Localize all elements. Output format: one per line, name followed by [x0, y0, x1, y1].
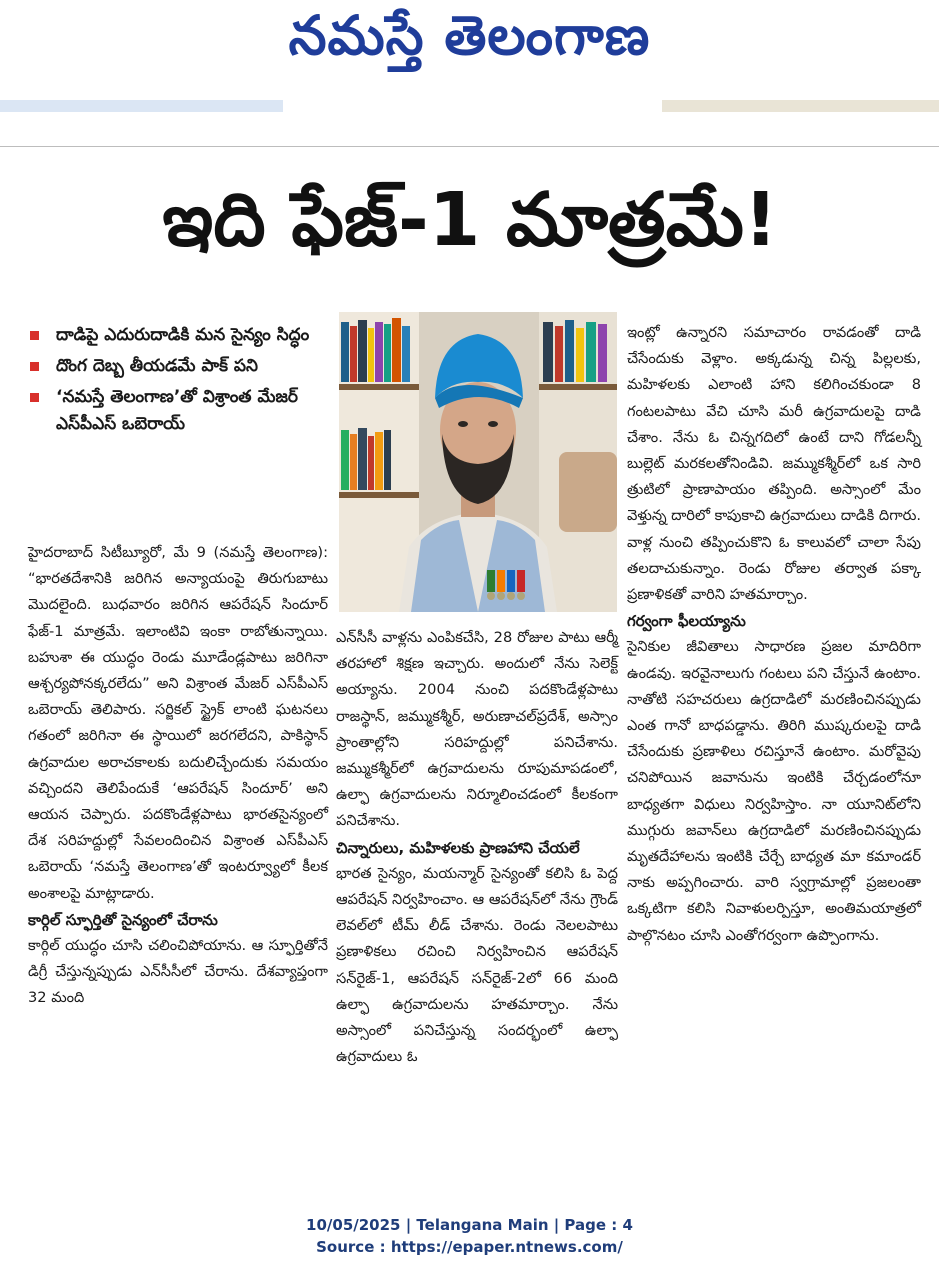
bullet-square-icon [30, 362, 39, 371]
portrait-illustration [339, 312, 617, 612]
headline: ఇది ఫేజ్‌-1 మాత్రమే! [162, 177, 778, 263]
article-paragraph: భారత సైన్యం, మయన్మార్‌ సైన్యంతో కలిసి ఓ పెద్ద ఆపరేషన్‌ నిర్వహించాం. ఆ ఆపరేషన్‌లో నేను గ్రౌండ్‌ లెవల్‌లో టీమ్‌ లీడ్‌ చేశాను. రెండు నెలలపాటు ప్రణాళికలు రచించి నిర్వహించిన ఆపరేషన్‌ సన్‌రైజ్‌-1, ఆపరేషన్‌ సన్‌రైజ్‌-2లో 66 మంది ఉల్ఫా ఉగ్రవాదులను హతమార్చాం. నేను అస్సాంలో పనిచేస్తున్న సందర్భంలో ఉల్ఫా ఉగ్రవాదులు ఓ [336, 864, 618, 1066]
page-footer [0, 1214, 939, 1258]
article-paragraph: ఎన్‌సీసీ వాళ్లను ఎంపికచేసి, 28 రోజుల పాటు ఆర్మీ తరహాలో శిక్షణ ఇచ్చారు. అందులో నేను సెలెక్ట్‌ అయ్యాను. 2004 నుంచి పదకొండేళ్లపాటు రాజస్థాన్‌, జమ్ముకశ్మీర్‌, అరుణాచల్‌ప్రదేశ్‌, అస్సాం ప్రాంతాల్లోని సరిహద్దుల్లో పనిచేశాను. జమ్ముకశ్మీర్‌లో ఉగ్రవాదులను రూపుమాపడంలో, ఉల్ఫా ఉగ్రవాదులను నిర్మూలించడంలో కీలకంగా పనిచేశాను. [336, 629, 618, 830]
highlight-item: దొంగ దెబ్బ తీయడమే పాక్‌ పని [28, 353, 328, 380]
article-column-2 [336, 625, 618, 1145]
article-subheading: కార్గిల్‌ స్ఫూర్తితో సైన్యంలో చేరాను [28, 910, 218, 929]
highlight-item: దాడిపై ఎదురుదాడికి మన సైన్యం సిద్ధం [28, 322, 328, 349]
masthead-bar-left [0, 100, 283, 112]
bullet-square-icon [30, 393, 39, 402]
portrait-photo [339, 312, 617, 612]
bullet-square-icon [30, 331, 39, 340]
highlights-list [28, 322, 328, 442]
article-paragraph: సైనికుల జీవితాలు సాధారణ ప్రజల మాదిరిగా ఉండవు. ఇరవైనాలుగు గంటలు పని చేస్తునే ఉంటాం. నాతోటి సహచరులు ఉగ్రదాడిలో మరణించినప్పుడు ఎంత గానో బాధపడ్డాను. తిరిగి ముష్కరులపై దాడి చేసేందుకు ప్రణాళిలు రచిస్తూనే ఉంటాం. మరోవైపు చనిపోయిన జవానును ఇంటికి చేర్చడంలోనూ బాధ్యతగా విధులు నిర్వహిస్తాం. నా యూనిట్‌లోని ముగ్గురు జవాన్‌లు ఉగ్రదాడిలో మరణించినప్పుడు మృతదేహాలను ఇంటికి చేర్చే బాధ్యత మా కమాండర్‌ నాకు అప్పగించారు. వారి స్వగ్రామాల్లో ప్రజలంతా ఒక్కటిగా కలిసి నివాళులర్పిస్తూ, అంతిమయాత్రలో పాల్గొనటం చూసి ఎంతోగర్వంగా ఉప్పొంగాను. [627, 638, 921, 944]
footer-source-link[interactable]: Source : https://epaper.ntnews.com/ [316, 1238, 623, 1256]
article-paragraph: హైదరాబాద్‌ సిటీబ్యూరో, మే 9 (నమస్తే తెలంగాణ): “భారతదేశానికి జరిగిన అన్యాయంపై తిరుగుబాటు మొదలైంది. బుధవారం జరిగిన ఆపరేషన్‌ సిందూర్‌ ఫేజ్‌-1 మాత్రమే. ఇలాంటివి ఇంకా రాబోతున్నాయి. బహుశా ఈ యుద్ధం రెండు మూడేండ్లపాటు జరిగినా ఆశ్చర్యపోనక్కరలేదు” అని విశ్రాంత మేజర్‌ ఎస్‌పీఎస్‌ ఒబెరాయ్‌ తెలిపారు. సర్జికల్‌ స్ట్రైక్‌ లాంటి ఘటనలు గతంలో జరిగినా ఈ స్థాయిలో జరగలేదని, పాకిస్థాన్‌ ఉగ్రవాదుల అరాచకాలకు బదులిచ్చేందుకు సమయం వచ్చిందని తెలిపేందుకే ‘ఆపరేషన్‌ సిందూర్‌’ అని ఆయన చెప్పారు. పదకొండేళ్లపాటు భారతసైన్యంలో దేశ సరిహద్దుల్లో సేవలందించిన విశ్రాంత ఎస్‌పీఎస్‌ ఒబెరాయ్‌ ‘నమస్తే తెలంగాణ’తో ఇంటర్వ్యూలో కీలక అంశాలపై మాట్లాడారు. [28, 544, 328, 902]
article-paragraph: ఇంట్లో ఉన్నారని సమాచారం రావడంతో దాడి చేసేందుకు వెళ్లాం. అక్కడున్న చిన్న పిల్లలకు, మహిళలకు ఎలాంటి హాని కలిగించకుండా 8 గంటలపాటు వేచి చూసి మరీ ఉగ్రవాదులపై దాడి చేశాం. నేను ఓ చిన్నగదిలో ఉంటే దాని గోడలన్నీ బుల్లెట్‌ మరకలతోనిండివి. జమ్ముకశ్మీర్‌లో ఒక సారి త్రుటిలో ప్రాణాపాయం తప్పింది. అస్సాంలో మేం వెళ్తున్న దారిలో కాపుకాచి ఉగ్రవాదులు దాడికి దిగారు. వాళ్ల నుంచి తప్పించుకొని ఓ కాలువలో చాలా సేపు తలదాచుకున్నాం. రెండు రోజుల తర్వాత పక్కా ప్రణాళికతో వారిని హతమార్చాం. [627, 324, 922, 604]
masthead [0, 0, 939, 100]
divider [0, 146, 939, 147]
article-column-3 [627, 320, 921, 1150]
article-column-1 [28, 540, 328, 1160]
newspaper-logo: నమస్తే తెలంగాణ [288, 4, 651, 67]
article-subheading: చిన్నారులు, మహిళలకు ప్రాణహాని చేయలే [336, 838, 580, 857]
masthead-bar-right [662, 100, 939, 112]
footer-date-line: 10/05/2025 | Telangana Main | Page : 4 [306, 1216, 633, 1234]
article-paragraph: కార్గిల్‌ యుద్ధం చూసి చలించిపోయాను. ఆ స్ఫూర్తితోనే డిగ్రీ చేస్తున్నప్పుడు ఎన్‌సీసీలో చేరాను. దేశవ్యాప్తంగా 32 మంది [28, 937, 328, 1007]
article-subheading: గర్వంగా ఫీలయ్యాను [627, 612, 746, 631]
highlight-item: ‘నమస్తే తెలంగాణ’తో విశ్రాంత మేజర్‌ ఎస్‌పీఎస్‌ ఒబెరాయ్‌ [28, 384, 328, 438]
